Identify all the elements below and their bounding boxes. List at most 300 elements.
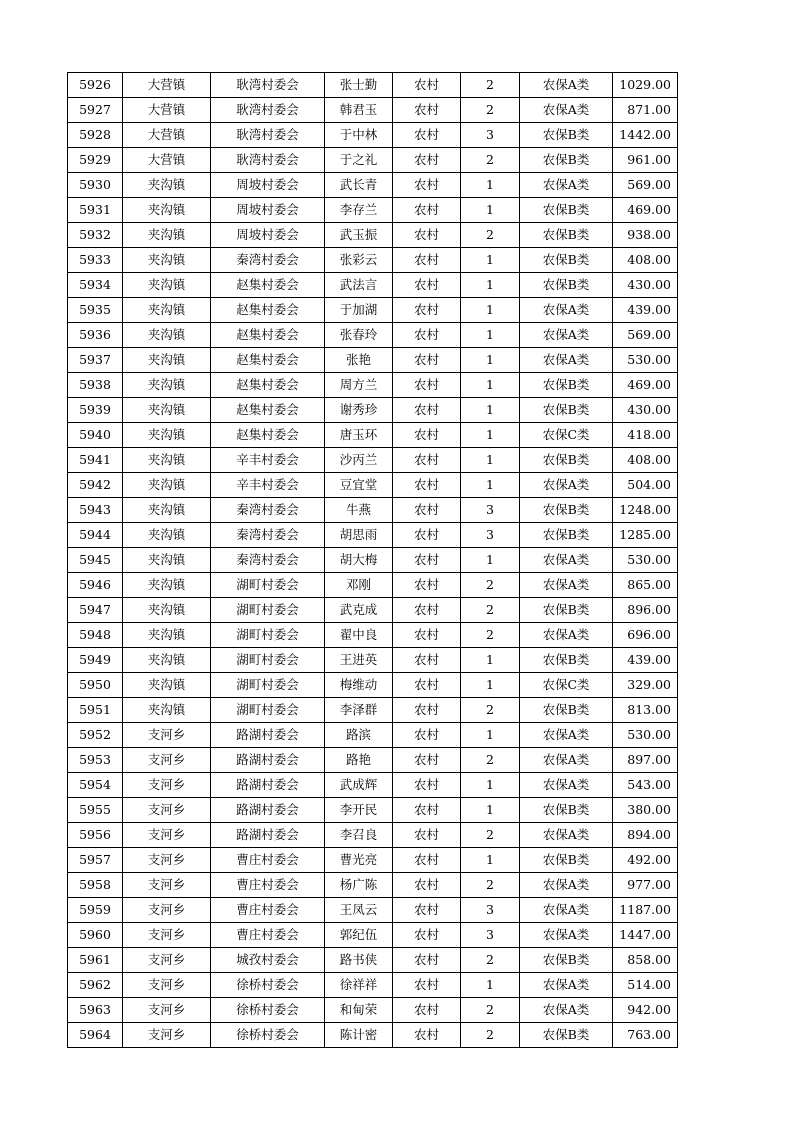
serial-number-cell: 5962 [68,973,123,998]
town-cell: 夹沟镇 [123,573,211,598]
person-name-cell: 王凤云 [325,898,393,923]
table-row [68,173,678,198]
beneficiary-table [67,72,678,1048]
family-size-cell: 1 [461,373,520,398]
amount-cell: 977.00 [613,873,678,898]
serial-number-cell: 5927 [68,98,123,123]
insurance-category-cell: 农保A类 [520,348,613,373]
household-type-cell: 农村 [393,423,461,448]
insurance-category-cell: 农保B类 [520,248,613,273]
insurance-category-cell: 农保B类 [520,798,613,823]
table-row [68,698,678,723]
family-size-cell: 2 [461,623,520,648]
town-cell: 夹沟镇 [123,598,211,623]
household-type-cell: 农村 [393,323,461,348]
town-cell: 支河乡 [123,898,211,923]
person-name-cell: 豆宜堂 [325,473,393,498]
household-type-cell: 农村 [393,748,461,773]
person-name-cell: 牛燕 [325,498,393,523]
household-type-cell: 农村 [393,473,461,498]
family-size-cell: 2 [461,98,520,123]
person-name-cell: 和甸荣 [325,998,393,1023]
family-size-cell: 1 [461,673,520,698]
town-cell: 大营镇 [123,98,211,123]
serial-number-cell: 5952 [68,723,123,748]
family-size-cell: 2 [461,948,520,973]
person-name-cell: 邓刚 [325,573,393,598]
family-size-cell: 3 [461,898,520,923]
family-size-cell: 1 [461,648,520,673]
amount-cell: 469.00 [613,373,678,398]
family-size-cell: 1 [461,348,520,373]
serial-number-cell: 5946 [68,573,123,598]
household-type-cell: 农村 [393,1023,461,1048]
person-name-cell: 翟中良 [325,623,393,648]
town-cell: 大营镇 [123,123,211,148]
insurance-category-cell: 农保A类 [520,298,613,323]
amount-cell: 504.00 [613,473,678,498]
insurance-category-cell: 农保A类 [520,773,613,798]
person-name-cell: 胡大梅 [325,548,393,573]
serial-number-cell: 5937 [68,348,123,373]
insurance-category-cell: 农保B类 [520,398,613,423]
table-row [68,498,678,523]
table-row [68,573,678,598]
household-type-cell: 农村 [393,648,461,673]
table-row [68,623,678,648]
insurance-category-cell: 农保B类 [520,523,613,548]
insurance-category-cell: 农保A类 [520,748,613,773]
town-cell: 支河乡 [123,948,211,973]
family-size-cell: 2 [461,698,520,723]
person-name-cell: 路书侠 [325,948,393,973]
table-row [68,823,678,848]
serial-number-cell: 5957 [68,848,123,873]
person-name-cell: 张春玲 [325,323,393,348]
village-committee-cell: 秦湾村委会 [211,498,325,523]
amount-cell: 530.00 [613,548,678,573]
family-size-cell: 1 [461,323,520,348]
table-row [68,748,678,773]
amount-cell: 865.00 [613,573,678,598]
serial-number-cell: 5947 [68,598,123,623]
table-row [68,298,678,323]
person-name-cell: 张艳 [325,348,393,373]
village-committee-cell: 秦湾村委会 [211,523,325,548]
serial-number-cell: 5930 [68,173,123,198]
person-name-cell: 于中林 [325,123,393,148]
family-size-cell: 2 [461,148,520,173]
amount-cell: 569.00 [613,173,678,198]
serial-number-cell: 5931 [68,198,123,223]
amount-cell: 1029.00 [613,73,678,98]
person-name-cell: 王进英 [325,648,393,673]
amount-cell: 1187.00 [613,898,678,923]
town-cell: 夹沟镇 [123,298,211,323]
amount-cell: 380.00 [613,798,678,823]
person-name-cell: 曹光亮 [325,848,393,873]
person-name-cell: 李召良 [325,823,393,848]
person-name-cell: 梅维动 [325,673,393,698]
family-size-cell: 1 [461,248,520,273]
village-committee-cell: 赵集村委会 [211,373,325,398]
table-row [68,598,678,623]
table-row [68,723,678,748]
amount-cell: 813.00 [613,698,678,723]
amount-cell: 894.00 [613,823,678,848]
household-type-cell: 农村 [393,673,461,698]
insurance-category-cell: 农保A类 [520,473,613,498]
insurance-category-cell: 农保A类 [520,723,613,748]
insurance-category-cell: 农保B类 [520,698,613,723]
town-cell: 夹沟镇 [123,223,211,248]
amount-cell: 1248.00 [613,498,678,523]
village-committee-cell: 徐桥村委会 [211,998,325,1023]
family-size-cell: 2 [461,73,520,98]
village-committee-cell: 湖町村委会 [211,648,325,673]
household-type-cell: 农村 [393,948,461,973]
table-row [68,948,678,973]
village-committee-cell: 徐桥村委会 [211,1023,325,1048]
town-cell: 夹沟镇 [123,248,211,273]
household-type-cell: 农村 [393,398,461,423]
town-cell: 夹沟镇 [123,448,211,473]
town-cell: 支河乡 [123,723,211,748]
table-row [68,773,678,798]
person-name-cell: 李泽群 [325,698,393,723]
person-name-cell: 张士勤 [325,73,393,98]
serial-number-cell: 5943 [68,498,123,523]
insurance-category-cell: 农保A类 [520,548,613,573]
household-type-cell: 农村 [393,723,461,748]
table-row [68,148,678,173]
insurance-category-cell: 农保B类 [520,648,613,673]
household-type-cell: 农村 [393,223,461,248]
village-committee-cell: 湖町村委会 [211,598,325,623]
household-type-cell: 农村 [393,198,461,223]
amount-cell: 492.00 [613,848,678,873]
village-committee-cell: 徐桥村委会 [211,973,325,998]
family-size-cell: 1 [461,398,520,423]
insurance-category-cell: 农保B类 [520,223,613,248]
table-row [68,123,678,148]
village-committee-cell: 路湖村委会 [211,748,325,773]
village-committee-cell: 湖町村委会 [211,573,325,598]
serial-number-cell: 5936 [68,323,123,348]
family-size-cell: 3 [461,498,520,523]
village-committee-cell: 赵集村委会 [211,323,325,348]
insurance-category-cell: 农保A类 [520,898,613,923]
table-row [68,848,678,873]
town-cell: 夹沟镇 [123,698,211,723]
table-row [68,98,678,123]
family-size-cell: 2 [461,223,520,248]
insurance-category-cell: 农保A类 [520,573,613,598]
insurance-category-cell: 农保A类 [520,923,613,948]
amount-cell: 1447.00 [613,923,678,948]
serial-number-cell: 5961 [68,948,123,973]
serial-number-cell: 5944 [68,523,123,548]
household-type-cell: 农村 [393,148,461,173]
village-committee-cell: 路湖村委会 [211,823,325,848]
person-name-cell: 张彩云 [325,248,393,273]
family-size-cell: 1 [461,173,520,198]
household-type-cell: 农村 [393,573,461,598]
village-committee-cell: 路湖村委会 [211,723,325,748]
village-committee-cell: 路湖村委会 [211,773,325,798]
table-row [68,873,678,898]
person-name-cell: 武玉振 [325,223,393,248]
person-name-cell: 武克成 [325,598,393,623]
amount-cell: 418.00 [613,423,678,448]
amount-cell: 1285.00 [613,523,678,548]
insurance-category-cell: 农保A类 [520,873,613,898]
serial-number-cell: 5953 [68,748,123,773]
village-committee-cell: 秦湾村委会 [211,248,325,273]
household-type-cell: 农村 [393,73,461,98]
insurance-category-cell: 农保B类 [520,273,613,298]
table-row [68,223,678,248]
serial-number-cell: 5959 [68,898,123,923]
family-size-cell: 1 [461,848,520,873]
person-name-cell: 杨广陈 [325,873,393,898]
town-cell: 夹沟镇 [123,623,211,648]
amount-cell: 430.00 [613,398,678,423]
village-committee-cell: 湖町村委会 [211,698,325,723]
village-committee-cell: 赵集村委会 [211,273,325,298]
table-row [68,323,678,348]
town-cell: 大营镇 [123,73,211,98]
insurance-category-cell: 农保B类 [520,948,613,973]
household-type-cell: 农村 [393,173,461,198]
town-cell: 支河乡 [123,973,211,998]
family-size-cell: 2 [461,823,520,848]
village-committee-cell: 耿湾村委会 [211,98,325,123]
village-committee-cell: 周坡村委会 [211,198,325,223]
household-type-cell: 农村 [393,823,461,848]
table-row [68,648,678,673]
insurance-category-cell: 农保C类 [520,423,613,448]
town-cell: 支河乡 [123,1023,211,1048]
household-type-cell: 农村 [393,898,461,923]
amount-cell: 469.00 [613,198,678,223]
town-cell: 夹沟镇 [123,173,211,198]
serial-number-cell: 5956 [68,823,123,848]
person-name-cell: 李开民 [325,798,393,823]
insurance-category-cell: 农保A类 [520,973,613,998]
family-size-cell: 1 [461,423,520,448]
household-type-cell: 农村 [393,248,461,273]
person-name-cell: 胡思雨 [325,523,393,548]
table-row [68,73,678,98]
person-name-cell: 徐祥祥 [325,973,393,998]
serial-number-cell: 5955 [68,798,123,823]
amount-cell: 696.00 [613,623,678,648]
serial-number-cell: 5932 [68,223,123,248]
person-name-cell: 路滨 [325,723,393,748]
serial-number-cell: 5928 [68,123,123,148]
amount-cell: 942.00 [613,998,678,1023]
household-type-cell: 农村 [393,98,461,123]
table-row [68,548,678,573]
serial-number-cell: 5941 [68,448,123,473]
table-row [68,373,678,398]
amount-cell: 858.00 [613,948,678,973]
town-cell: 夹沟镇 [123,423,211,448]
table-row [68,198,678,223]
village-committee-cell: 辛丰村委会 [211,448,325,473]
amount-cell: 897.00 [613,748,678,773]
serial-number-cell: 5933 [68,248,123,273]
person-name-cell: 路艳 [325,748,393,773]
amount-cell: 763.00 [613,1023,678,1048]
insurance-category-cell: 农保A类 [520,73,613,98]
amount-cell: 514.00 [613,973,678,998]
town-cell: 支河乡 [123,923,211,948]
town-cell: 夹沟镇 [123,198,211,223]
insurance-category-cell: 农保A类 [520,98,613,123]
amount-cell: 543.00 [613,773,678,798]
insurance-category-cell: 农保B类 [520,498,613,523]
serial-number-cell: 5960 [68,923,123,948]
household-type-cell: 农村 [393,448,461,473]
insurance-category-cell: 农保B类 [520,123,613,148]
family-size-cell: 2 [461,998,520,1023]
household-type-cell: 农村 [393,498,461,523]
village-committee-cell: 秦湾村委会 [211,548,325,573]
village-committee-cell: 耿湾村委会 [211,148,325,173]
serial-number-cell: 5926 [68,73,123,98]
village-committee-cell: 曹庄村委会 [211,898,325,923]
person-name-cell: 武法言 [325,273,393,298]
person-name-cell: 郭纪伍 [325,923,393,948]
person-name-cell: 李存兰 [325,198,393,223]
amount-cell: 1442.00 [613,123,678,148]
town-cell: 夹沟镇 [123,373,211,398]
amount-cell: 439.00 [613,648,678,673]
town-cell: 支河乡 [123,873,211,898]
insurance-category-cell: 农保B类 [520,1023,613,1048]
village-committee-cell: 周坡村委会 [211,223,325,248]
town-cell: 夹沟镇 [123,498,211,523]
household-type-cell: 农村 [393,298,461,323]
household-type-cell: 农村 [393,873,461,898]
insurance-category-cell: 农保B类 [520,373,613,398]
village-committee-cell: 城孜村委会 [211,948,325,973]
household-type-cell: 农村 [393,373,461,398]
household-type-cell: 农村 [393,123,461,148]
family-size-cell: 1 [461,448,520,473]
insurance-category-cell: 农保B类 [520,598,613,623]
serial-number-cell: 5964 [68,1023,123,1048]
village-committee-cell: 耿湾村委会 [211,123,325,148]
family-size-cell: 3 [461,523,520,548]
household-type-cell: 农村 [393,523,461,548]
town-cell: 大营镇 [123,148,211,173]
village-committee-cell: 曹庄村委会 [211,873,325,898]
amount-cell: 430.00 [613,273,678,298]
serial-number-cell: 5963 [68,998,123,1023]
family-size-cell: 1 [461,473,520,498]
amount-cell: 938.00 [613,223,678,248]
amount-cell: 530.00 [613,348,678,373]
serial-number-cell: 5950 [68,673,123,698]
serial-number-cell: 5958 [68,873,123,898]
insurance-category-cell: 农保B类 [520,198,613,223]
serial-number-cell: 5929 [68,148,123,173]
town-cell: 支河乡 [123,823,211,848]
person-name-cell: 唐玉环 [325,423,393,448]
family-size-cell: 2 [461,873,520,898]
town-cell: 夹沟镇 [123,548,211,573]
family-size-cell: 1 [461,798,520,823]
household-type-cell: 农村 [393,973,461,998]
village-committee-cell: 赵集村委会 [211,423,325,448]
amount-cell: 871.00 [613,98,678,123]
household-type-cell: 农村 [393,923,461,948]
amount-cell: 439.00 [613,298,678,323]
serial-number-cell: 5954 [68,773,123,798]
household-type-cell: 农村 [393,348,461,373]
serial-number-cell: 5942 [68,473,123,498]
family-size-cell: 3 [461,123,520,148]
insurance-category-cell: 农保A类 [520,173,613,198]
village-committee-cell: 曹庄村委会 [211,848,325,873]
family-size-cell: 1 [461,548,520,573]
household-type-cell: 农村 [393,548,461,573]
family-size-cell: 1 [461,198,520,223]
serial-number-cell: 5938 [68,373,123,398]
table-row [68,398,678,423]
village-committee-cell: 周坡村委会 [211,173,325,198]
table-row [68,998,678,1023]
household-type-cell: 农村 [393,848,461,873]
person-name-cell: 武成辉 [325,773,393,798]
table-row [68,423,678,448]
household-type-cell: 农村 [393,798,461,823]
town-cell: 支河乡 [123,998,211,1023]
table-row [68,348,678,373]
family-size-cell: 1 [461,273,520,298]
family-size-cell: 1 [461,723,520,748]
household-type-cell: 农村 [393,698,461,723]
table-row [68,1023,678,1048]
person-name-cell: 于加湖 [325,298,393,323]
table-row [68,273,678,298]
table-row [68,523,678,548]
serial-number-cell: 5934 [68,273,123,298]
insurance-category-cell: 农保A类 [520,823,613,848]
family-size-cell: 1 [461,973,520,998]
household-type-cell: 农村 [393,273,461,298]
serial-number-cell: 5951 [68,698,123,723]
amount-cell: 329.00 [613,673,678,698]
town-cell: 夹沟镇 [123,523,211,548]
person-name-cell: 韩君玉 [325,98,393,123]
village-committee-cell: 赵集村委会 [211,398,325,423]
village-committee-cell: 耿湾村委会 [211,73,325,98]
insurance-category-cell: 农保A类 [520,623,613,648]
table-row [68,923,678,948]
town-cell: 夹沟镇 [123,673,211,698]
town-cell: 支河乡 [123,748,211,773]
town-cell: 夹沟镇 [123,348,211,373]
person-name-cell: 周方兰 [325,373,393,398]
amount-cell: 896.00 [613,598,678,623]
person-name-cell: 武长青 [325,173,393,198]
amount-cell: 530.00 [613,723,678,748]
town-cell: 支河乡 [123,848,211,873]
